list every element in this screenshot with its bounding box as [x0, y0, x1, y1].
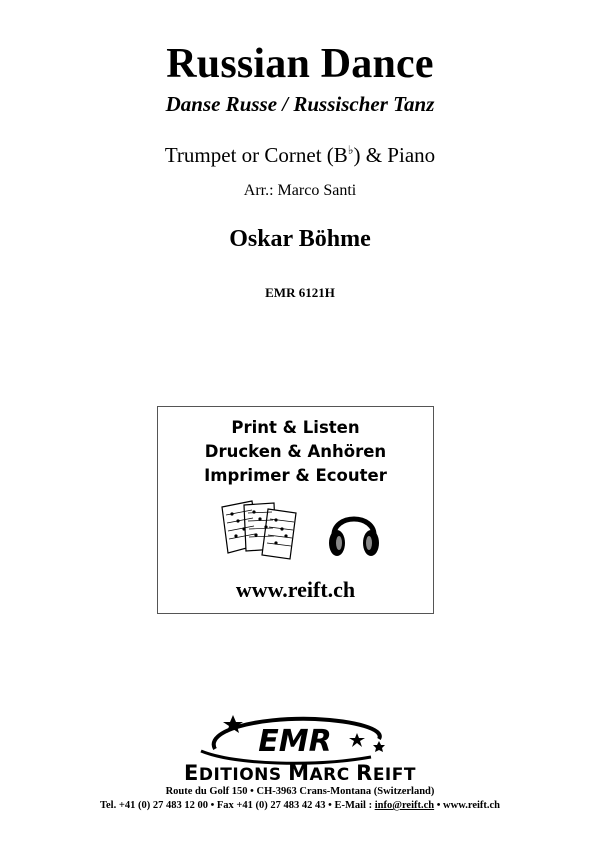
contact-phone-fax: Tel. +41 (0) 27 483 12 00 • Fax +41 (0) 27 483 42 43 • E-Mail :: [99, 800, 375, 811]
website-link[interactable]: www.reift.ch: [235, 577, 356, 602]
composer: Oskar Böhme: [229, 226, 371, 252]
catalog-number: EMR 6121H: [265, 285, 335, 300]
promo-line-french: Imprimer & Ecouter: [204, 466, 387, 485]
sheet-music-icon: [218, 499, 304, 563]
publisher-name-part: EIFT: [372, 765, 416, 785]
email-link[interactable]: info@reift.ch: [374, 800, 435, 811]
contact-website[interactable]: • www.reift.ch: [434, 800, 501, 811]
instrumentation: [0, 137, 600, 168]
promo-line-english: Print & Listen: [231, 418, 360, 437]
publisher-name: [0, 763, 600, 785]
publisher-name-part: DITIONS: [198, 765, 289, 785]
publisher-address: Route du Golf 150 • CH-3963 Crans-Montana (Switzerland): [165, 786, 435, 797]
flat-sign: ♭: [347, 143, 354, 157]
print-listen-box: [157, 406, 434, 614]
publisher-name-part: R: [356, 761, 373, 785]
publisher-name-part: E: [184, 761, 199, 785]
publisher-name-part: M: [288, 761, 310, 785]
instrumentation-after: ) & Piano: [353, 143, 436, 167]
headphones-icon: [326, 503, 382, 561]
publisher-name-part: ARC: [309, 765, 357, 785]
page-title: Russian Dance: [166, 41, 434, 87]
arranger: Arr.: Marco Santi: [243, 182, 357, 199]
instrumentation-before: Trumpet or Cornet (B: [164, 143, 348, 167]
promo-line-german: Drucken & Anhören: [204, 442, 387, 461]
subtitle: Danse Russe / Russischer Tanz: [165, 92, 435, 116]
publisher-contact: [0, 799, 600, 813]
logo-emr-text: EMR: [258, 724, 332, 759]
